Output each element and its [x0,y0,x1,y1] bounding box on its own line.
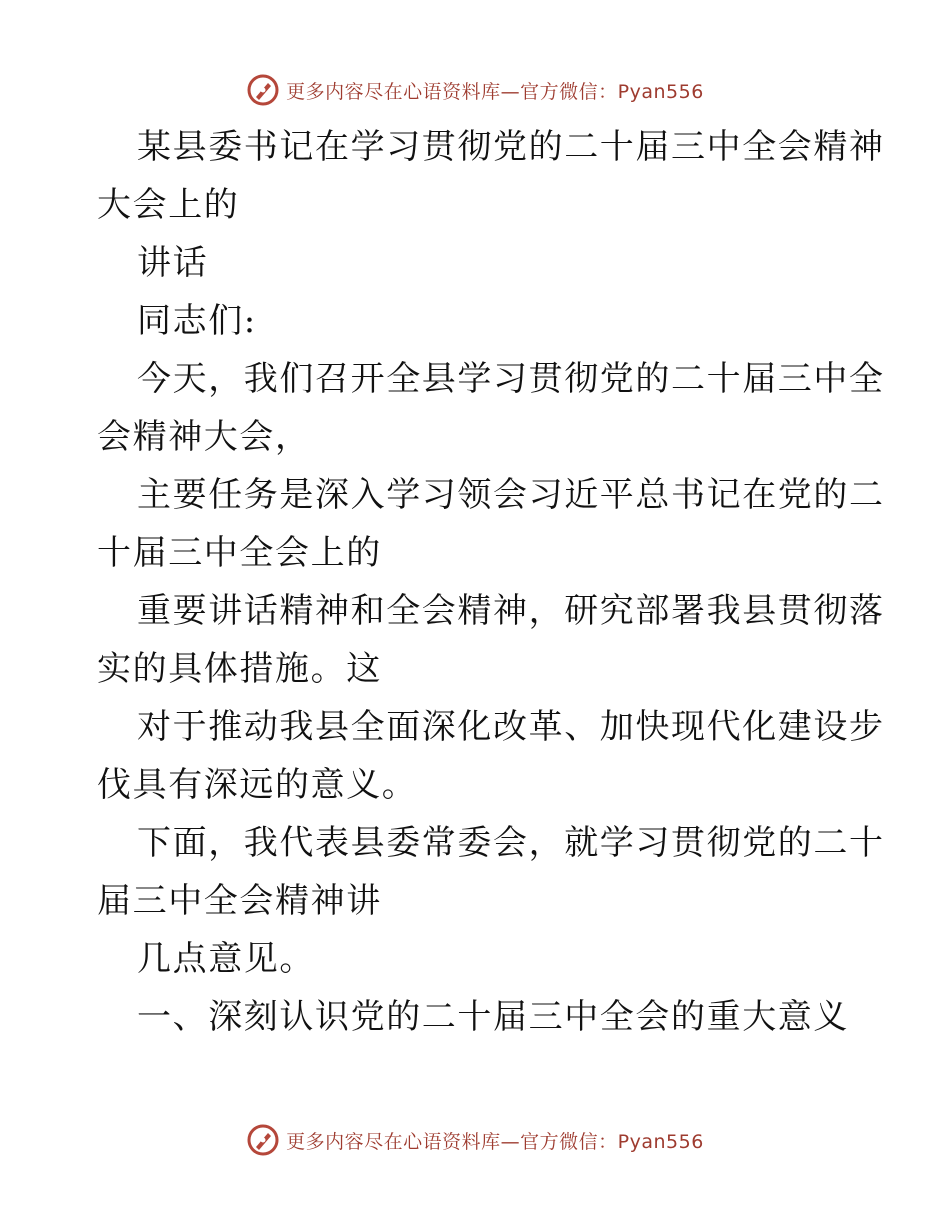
pen-nib-logo-icon [246,1123,280,1157]
document-line: 伐具有深远的意义。 [97,765,418,805]
document-line: 重要讲话精神和全会精神，研究部署我县贯彻落 [137,591,885,631]
document-line: 今天，我们召开全县学习贯彻党的二十届三中全 [137,359,885,399]
document-line: 届三中全会精神讲 [97,881,382,921]
pen-nib-logo-icon [246,73,280,107]
watermark-text: 更多内容尽在心语资料库—官方微信：Pyan556 [286,1130,704,1153]
header-watermark [0,70,950,110]
document-line: 主要任务是深入学习领会习近平总书记在党的二 [137,475,885,515]
watermark-text: 更多内容尽在心语资料库—官方微信：Pyan556 [286,80,704,103]
document-line: 对于推动我县全面深化改革、加快现代化建设步 [137,707,885,747]
document-line: 下面，我代表县委常委会，就学习贯彻党的二十 [137,823,885,863]
document-line: 实的具体措施。这 [97,649,382,689]
document-line: 同志们: [137,301,257,341]
document-line: 讲话 [137,243,209,283]
document-body [97,118,885,1046]
section-heading: 一、深刻认识党的二十届三中全会的重大意义 [137,997,849,1037]
document-line: 某县委书记在学习贯彻党的二十届三中全会精神 [137,127,885,167]
document-line: 大会上的 [97,185,240,225]
document-line: 会精神大会， [97,417,311,457]
footer-watermark [0,1120,950,1160]
document-line: 十届三中全会上的 [97,533,382,573]
document-line: 几点意见。 [137,939,315,979]
